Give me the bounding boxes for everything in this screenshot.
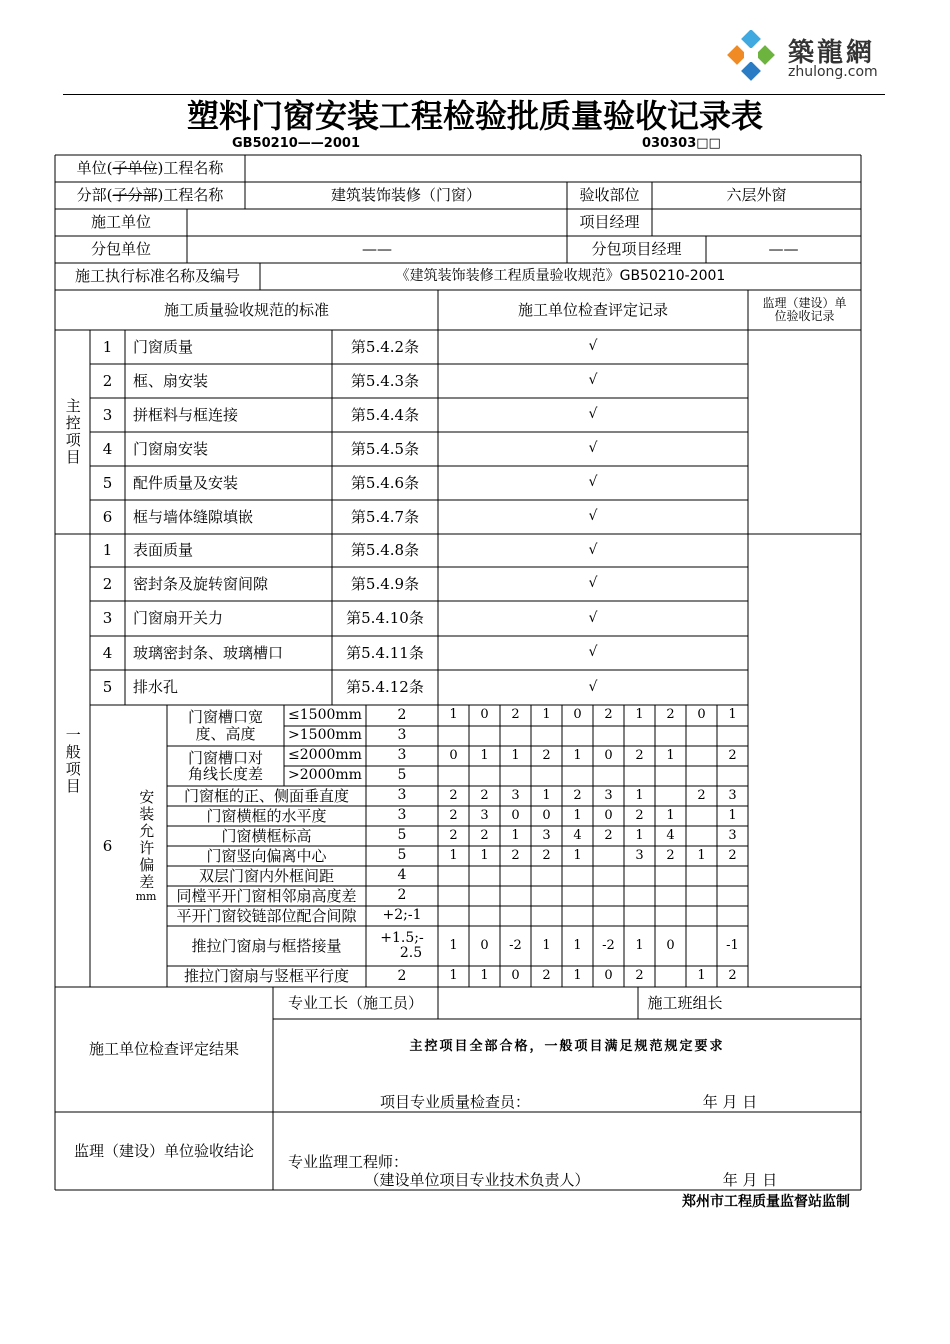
measurement-value (717, 866, 748, 886)
measurement-value: 0 (511, 968, 520, 984)
tolerance-allow: 4 (397, 867, 407, 884)
measurement-value: 3 (728, 827, 737, 843)
owner-rep-label: （建设单位项目专业技术负责人） (364, 1170, 590, 1189)
measurement-value (655, 766, 686, 786)
tolerance-allow: +1.5;- 2.5 (380, 929, 424, 961)
main-item-no: 2 (102, 371, 113, 390)
measurement-value (686, 906, 717, 926)
measurement-value: -1 (726, 937, 739, 953)
general-item-name: 密封条及旋转窗间隙 (133, 574, 269, 593)
measurement-value: 2 (635, 968, 644, 984)
measurement-value (562, 766, 593, 786)
general-item-no: 2 (102, 574, 113, 593)
measurement-value: 0 (542, 807, 551, 823)
tolerance-unit: mm (135, 889, 157, 903)
measurement-value: 2 (573, 787, 582, 803)
general-item-clause: 第5.4.12条 (346, 678, 424, 697)
measurement-value (562, 726, 593, 746)
main-item-no: 3 (102, 405, 113, 424)
measurement-value: 1 (573, 937, 582, 953)
main-item-no: 6 (102, 507, 113, 526)
measurement-value: 1 (697, 847, 706, 863)
measurement-value (717, 906, 748, 926)
measurement-value (593, 726, 624, 746)
measurement-value: 2 (697, 787, 706, 803)
measurement-value: 2 (635, 747, 644, 763)
general-item-result: √ (588, 678, 598, 695)
general-item-clause: 第5.4.9条 (350, 574, 420, 593)
accept-part-value: 六层外窗 (726, 186, 787, 205)
measurement-value (562, 886, 593, 906)
measurement-value (686, 926, 717, 966)
tolerance-allow: 3 (397, 727, 407, 744)
general-item-name: 玻璃密封条、玻璃槽口 (133, 643, 284, 662)
tolerance-allow: 5 (397, 767, 407, 784)
general-item-result: √ (588, 644, 598, 661)
tolerance-item-no: 6 (102, 836, 113, 855)
tolerance-condition: >1500mm (288, 727, 362, 744)
measurement-value (438, 866, 469, 886)
measurement-value: 1 (449, 937, 458, 953)
accept-part-label: 验收部位 (579, 186, 640, 205)
main-item-clause: 第5.4.7条 (350, 507, 420, 526)
measurement-value: 0 (480, 937, 489, 953)
measurement-value (562, 866, 593, 886)
measurement-value: 1 (480, 968, 489, 984)
measurement-value (531, 766, 562, 786)
measurement-value (717, 886, 748, 906)
measurement-value: 1 (573, 807, 582, 823)
measurement-value: 1 (728, 807, 737, 823)
general-item-no: 1 (102, 541, 113, 560)
exec-std-value: 《建筑装饰装修工程质量验收规范》GB50210-2001 (395, 267, 726, 284)
measurement-value: -2 (602, 937, 615, 953)
measurement-value (717, 726, 748, 746)
measurement-value: 2 (480, 827, 489, 843)
measurement-value: 2 (480, 787, 489, 803)
general-item-no: 3 (102, 609, 113, 628)
measurement-value: 1 (449, 847, 458, 863)
check-column-header: 施工单位检查评定记录 (517, 300, 668, 319)
measurement-value (624, 766, 655, 786)
supervision-date: 年 月 日 (722, 1170, 778, 1189)
measurement-value (469, 906, 500, 926)
measurement-value (686, 886, 717, 906)
measurement-value (655, 966, 686, 987)
main-item-clause: 第5.4.5条 (350, 439, 420, 458)
measurement-value: 2 (449, 807, 458, 823)
measurement-value: 1 (449, 707, 458, 723)
supervision-column-header: 监理（建设）单位验收记录 (762, 295, 847, 323)
measurement-value (686, 766, 717, 786)
main-item-name: 门窗质量 (133, 337, 194, 356)
measurement-value: 1 (542, 937, 551, 953)
tolerance-row-name: 推拉门窗扇与竖框平行度 (183, 967, 349, 986)
general-item-clause: 第5.4.8条 (350, 541, 420, 560)
group-name-diagonal: 门窗槽口对 角线长度差 (187, 748, 263, 783)
main-item-result: √ (588, 338, 598, 355)
measurement-value: 1 (573, 747, 582, 763)
measurement-value: 0 (604, 968, 613, 984)
measurement-value: 0 (666, 937, 675, 953)
measurement-value: 1 (542, 707, 551, 723)
main-item-clause: 第5.4.3条 (350, 371, 420, 390)
measurement-value (438, 766, 469, 786)
general-item-name: 门窗扇开关力 (133, 609, 224, 628)
measurement-value (655, 786, 686, 806)
measurement-value (531, 726, 562, 746)
measurement-value: 0 (573, 707, 582, 723)
measurement-value: 3 (635, 847, 644, 863)
measurement-value (438, 886, 469, 906)
measurement-value: 1 (635, 937, 644, 953)
footer-issuer: 郑州市工程质量监督站监制 (682, 1194, 850, 1210)
measurement-value (500, 866, 531, 886)
measurement-value: 4 (666, 827, 675, 843)
measurement-value: 3 (728, 787, 737, 803)
check-conclusion: 主控项目全部合格，一般项目满足规范规定要求 (409, 1038, 725, 1054)
main-item-no: 1 (102, 337, 113, 356)
measurement-value: 1 (449, 968, 458, 984)
measurement-value (655, 886, 686, 906)
measurement-value: 2 (666, 707, 675, 723)
measurement-value (593, 886, 624, 906)
measurement-value (686, 726, 717, 746)
team-leader-label: 施工班组长 (647, 993, 723, 1012)
measurement-value: 3 (542, 827, 551, 843)
measurement-value (624, 726, 655, 746)
group-name-slot-width: 门窗槽口宽 度、高度 (187, 708, 263, 743)
main-item-name: 拼框料与框连接 (133, 405, 239, 424)
measurement-value (469, 866, 500, 886)
general-item-clause: 第5.4.11条 (346, 643, 424, 662)
main-item-name: 框与墙体缝隙填嵌 (133, 507, 254, 526)
tolerance-row-name: 门窗横框标高 (221, 826, 312, 845)
measurement-value (593, 766, 624, 786)
measurement-value: 2 (511, 707, 520, 723)
tolerance-condition: ≤1500mm (288, 706, 362, 723)
logo-chinese-text: 築龍網 (788, 38, 876, 68)
tolerance-row-name: 同樘平开门窗相邻扇高度差 (176, 886, 357, 905)
measurement-value: 0 (511, 807, 520, 823)
tolerance-label (125, 705, 167, 987)
measurement-value (531, 866, 562, 886)
measurement-value (531, 906, 562, 926)
standard-code: GB50210——2001 (232, 136, 360, 151)
main-item-result: √ (588, 440, 598, 457)
check-result-label: 施工单位检查评定结果 (88, 1040, 239, 1059)
measurement-value (593, 846, 624, 866)
tolerance-row-name: 推拉门窗扇与框搭接量 (191, 936, 342, 955)
measurement-value (624, 906, 655, 926)
measurement-value: 3 (604, 787, 613, 803)
main-item-clause: 第5.4.6条 (350, 473, 420, 492)
tolerance-label-text: 安装允许偏差 (137, 788, 156, 891)
measurement-value: 1 (635, 787, 644, 803)
main-control-label: 主控项目 (63, 398, 82, 466)
measurement-value (655, 726, 686, 746)
sub-pm-value: —— (768, 240, 799, 259)
measurement-value (500, 766, 531, 786)
measurement-value: 1 (573, 968, 582, 984)
engineer-label: 专业监理工程师： (288, 1152, 409, 1171)
main-item-name: 门窗扇安装 (133, 439, 209, 458)
tolerance-allow: 3 (397, 807, 407, 824)
measurement-value: 1 (635, 707, 644, 723)
main-item-name: 框、扇安装 (133, 371, 209, 390)
main-item-no: 4 (102, 439, 113, 458)
measurement-value: 2 (604, 707, 613, 723)
measurement-value (624, 886, 655, 906)
inspector-label: 项目专业质量检查员： (379, 1092, 530, 1111)
measurement-value (686, 746, 717, 766)
subcontractor-value: —— (362, 240, 392, 259)
main-item-result: √ (588, 508, 598, 525)
tolerance-row-name: 门窗竖向偏离中心 (206, 846, 327, 865)
measurement-value: 1 (542, 787, 551, 803)
general-item-no: 5 (102, 678, 113, 697)
general-item-no: 4 (102, 643, 113, 662)
tolerance-row-name: 平开门窗铰链部位配合间隙 (176, 906, 357, 925)
measurement-value (469, 766, 500, 786)
unit-project-label: 单位( 子单位 )工程名称 (76, 159, 224, 178)
tolerance-row-name: 双层门窗内外框间距 (198, 866, 334, 885)
tolerance-row-name: 门窗框的正、侧面垂直度 (183, 786, 349, 805)
tolerance-allow: 2 (397, 887, 407, 904)
tolerance-allow: 5 (397, 847, 407, 864)
main-item-name: 配件质量及安装 (133, 473, 239, 492)
general-item-label: 一般项目 (63, 726, 82, 795)
tolerance-allow: 3 (397, 787, 407, 804)
measurement-value (438, 726, 469, 746)
measurement-value: 2 (604, 827, 613, 843)
measurement-value (469, 726, 500, 746)
measurement-value (531, 886, 562, 906)
main-item-result: √ (588, 372, 598, 389)
measurement-value (686, 866, 717, 886)
measurement-value (562, 906, 593, 926)
measurement-value: 3 (480, 807, 489, 823)
measurement-value: 1 (666, 807, 675, 823)
page-title: 塑料门窗安装工程检验批质量验收记录表 (186, 97, 763, 135)
tolerance-condition: >2000mm (288, 767, 362, 784)
measurement-value: -2 (509, 937, 522, 953)
measurement-value (438, 906, 469, 926)
general-item-result: √ (588, 541, 598, 558)
main-item-result: √ (588, 474, 598, 491)
measurement-value: 0 (449, 747, 458, 763)
measurement-value: 0 (604, 747, 613, 763)
measurement-value (500, 726, 531, 746)
sub-project-label: 分部( 子分部 )工程名称 (76, 186, 224, 205)
measurement-value: 1 (480, 847, 489, 863)
tolerance-allow: 5 (397, 827, 407, 844)
measurement-value: 1 (511, 827, 520, 843)
form-code: 030303□□ (642, 136, 721, 151)
measurement-value: 1 (635, 827, 644, 843)
measurement-value: 1 (666, 747, 675, 763)
measurement-value: 2 (666, 847, 675, 863)
supervision-conclusion-label: 监理（建设）单位验收结论 (73, 1141, 254, 1160)
measurement-value (655, 866, 686, 886)
measurement-value (717, 766, 748, 786)
measurement-value: 2 (635, 807, 644, 823)
general-item-name: 排水孔 (133, 678, 179, 697)
measurement-value: 2 (449, 827, 458, 843)
constructor-label: 施工单位 (90, 213, 151, 232)
tolerance-allow: 2 (397, 706, 407, 723)
tolerance-allow: +2;-1 (382, 907, 422, 924)
measurement-value: 0 (697, 707, 706, 723)
exec-std-label: 施工执行标准名称及编号 (74, 267, 240, 286)
sub-pm-label: 分包项目经理 (591, 240, 682, 259)
measurement-value: 0 (604, 807, 613, 823)
foreman-label: 专业工长（施工员） (287, 993, 423, 1012)
measurement-value: 2 (728, 847, 737, 863)
measurement-value (624, 866, 655, 886)
measurement-value (500, 906, 531, 926)
subcontractor-label: 分包单位 (90, 240, 151, 259)
general-item-clause: 第5.4.10条 (346, 609, 424, 628)
measurement-value: 2 (728, 968, 737, 984)
tolerance-row-name: 门窗横框的水平度 (206, 806, 327, 825)
main-item-no: 5 (102, 473, 113, 492)
measurement-value: 1 (480, 747, 489, 763)
logo-english-text: zhulong.com (788, 64, 878, 80)
measurement-value (469, 886, 500, 906)
measurement-value: 1 (697, 968, 706, 984)
pm-label: 项目经理 (579, 213, 640, 232)
main-item-clause: 第5.4.2条 (350, 337, 420, 356)
measurement-value: 2 (542, 847, 551, 863)
measurement-value: 1 (573, 847, 582, 863)
measurement-value: 2 (542, 747, 551, 763)
inspection-date: 年 月 日 (702, 1092, 758, 1111)
spec-column-header: 施工质量验收规范的标准 (163, 300, 329, 319)
measurement-value (655, 906, 686, 926)
general-item-result: √ (588, 575, 598, 592)
general-item-result: √ (588, 609, 598, 626)
measurement-value (686, 806, 717, 826)
measurement-value (593, 906, 624, 926)
measurement-value (593, 866, 624, 886)
measurement-value: 2 (449, 787, 458, 803)
main-item-clause: 第5.4.4条 (350, 405, 420, 424)
general-item-name: 表面质量 (133, 541, 194, 560)
tolerance-allow: 2 (397, 967, 407, 984)
measurement-value (500, 886, 531, 906)
measurement-value: 3 (511, 787, 520, 803)
measurement-value: 4 (573, 827, 582, 843)
tolerance-condition: ≤2000mm (288, 747, 362, 764)
main-item-result: √ (588, 406, 598, 423)
tolerance-allow: 3 (397, 747, 407, 764)
measurement-value: 1 (511, 747, 520, 763)
measurement-value: 0 (480, 707, 489, 723)
measurement-value: 1 (728, 707, 737, 723)
measurement-value (686, 826, 717, 846)
measurement-value: 2 (511, 847, 520, 863)
sub-project-value: 建筑装饰装修（门窗） (330, 186, 481, 205)
measurement-value: 2 (728, 747, 737, 763)
measurement-value: 2 (542, 968, 551, 984)
